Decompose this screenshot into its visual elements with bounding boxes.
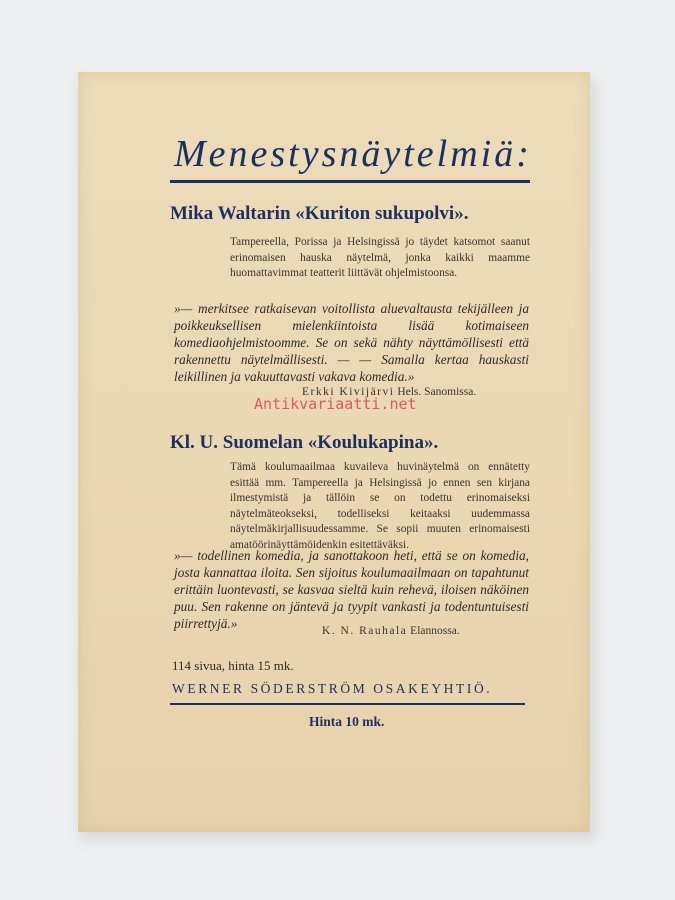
play2-signature (322, 625, 460, 637)
cover-title: Menestysnäytelmiä: (174, 133, 532, 175)
watermark: Antikvariaatti.net (254, 395, 417, 413)
play1-description: Tampereella, Porissa ja Helsingissä jo täydet katsomot saanut erinomaisen hauska näytelmä, jonka kaikki maamme huomattavimmat teatterit liittävät ohjelmistoonsa. (230, 236, 530, 279)
publisher: WERNER SÖDERSTRÖM OSAKEYHTIÖ. (172, 681, 493, 696)
title-rule (170, 180, 530, 183)
play2-description: Tämä koulumaailmaa kuvaileva huvinäytelmä on ennätetty esittää mm. Tampereella ja Helsingissä jo ennen sen kirjana ilmestymistä ja tällöin se on todettu erinomaiseksi näytelmäteokseksi, todelliseksi keitaaksi uudemmassa näytelmäkirjallisuudessamme. Se sopii muuten erinomaisesti amatöörinäyttämöidenkin esitettäväksi. (230, 461, 530, 551)
play2-heading: Kl. U. Suomelan «Koulukapina». (170, 432, 439, 453)
play2-source: Elannossa. (410, 625, 460, 637)
play2-reviewer: K. N. Rauhala (322, 625, 408, 637)
play2-quote: »— todellinen komedia, ja sanottakoon heti, että se on komedia, josta kannattaa iloita. Sen sijoitus koulumaailmaan on tapahtunut erittäin luontevasti, se kasvaa sieltä kuin rehevä, iloisen näköinen puu. Sen rakenne on jäntevä ja tyypit vankasti ja todentuntuisesti piirrettyjä.» (174, 548, 529, 631)
play1-source: Hels. Sanomissa. (397, 386, 477, 398)
book-info: 114 sivua, hinta 15 mk. (172, 658, 294, 673)
play1-heading: Mika Waltarin «Kuriton sukupolvi». (170, 203, 469, 224)
price: Hinta 10 mk. (309, 714, 385, 729)
play1-reviewer: Erkki Kivijärvi (302, 386, 395, 398)
publisher-rule (170, 703, 525, 705)
play1-quote: »— merkitsee ratkaisevan voitollista aluevaltausta tekijälleen ja poikkeuksellisen mielenkiintoista lisää kotimaiseen komediaohjelmistoomme. Se on sekä nähty näyttämöllisesti että rakennettu näytelmällisesti. — — Samalla kertaa hauskasti leikillinen ja vakuuttavasti vakava komedia.» (174, 301, 529, 384)
